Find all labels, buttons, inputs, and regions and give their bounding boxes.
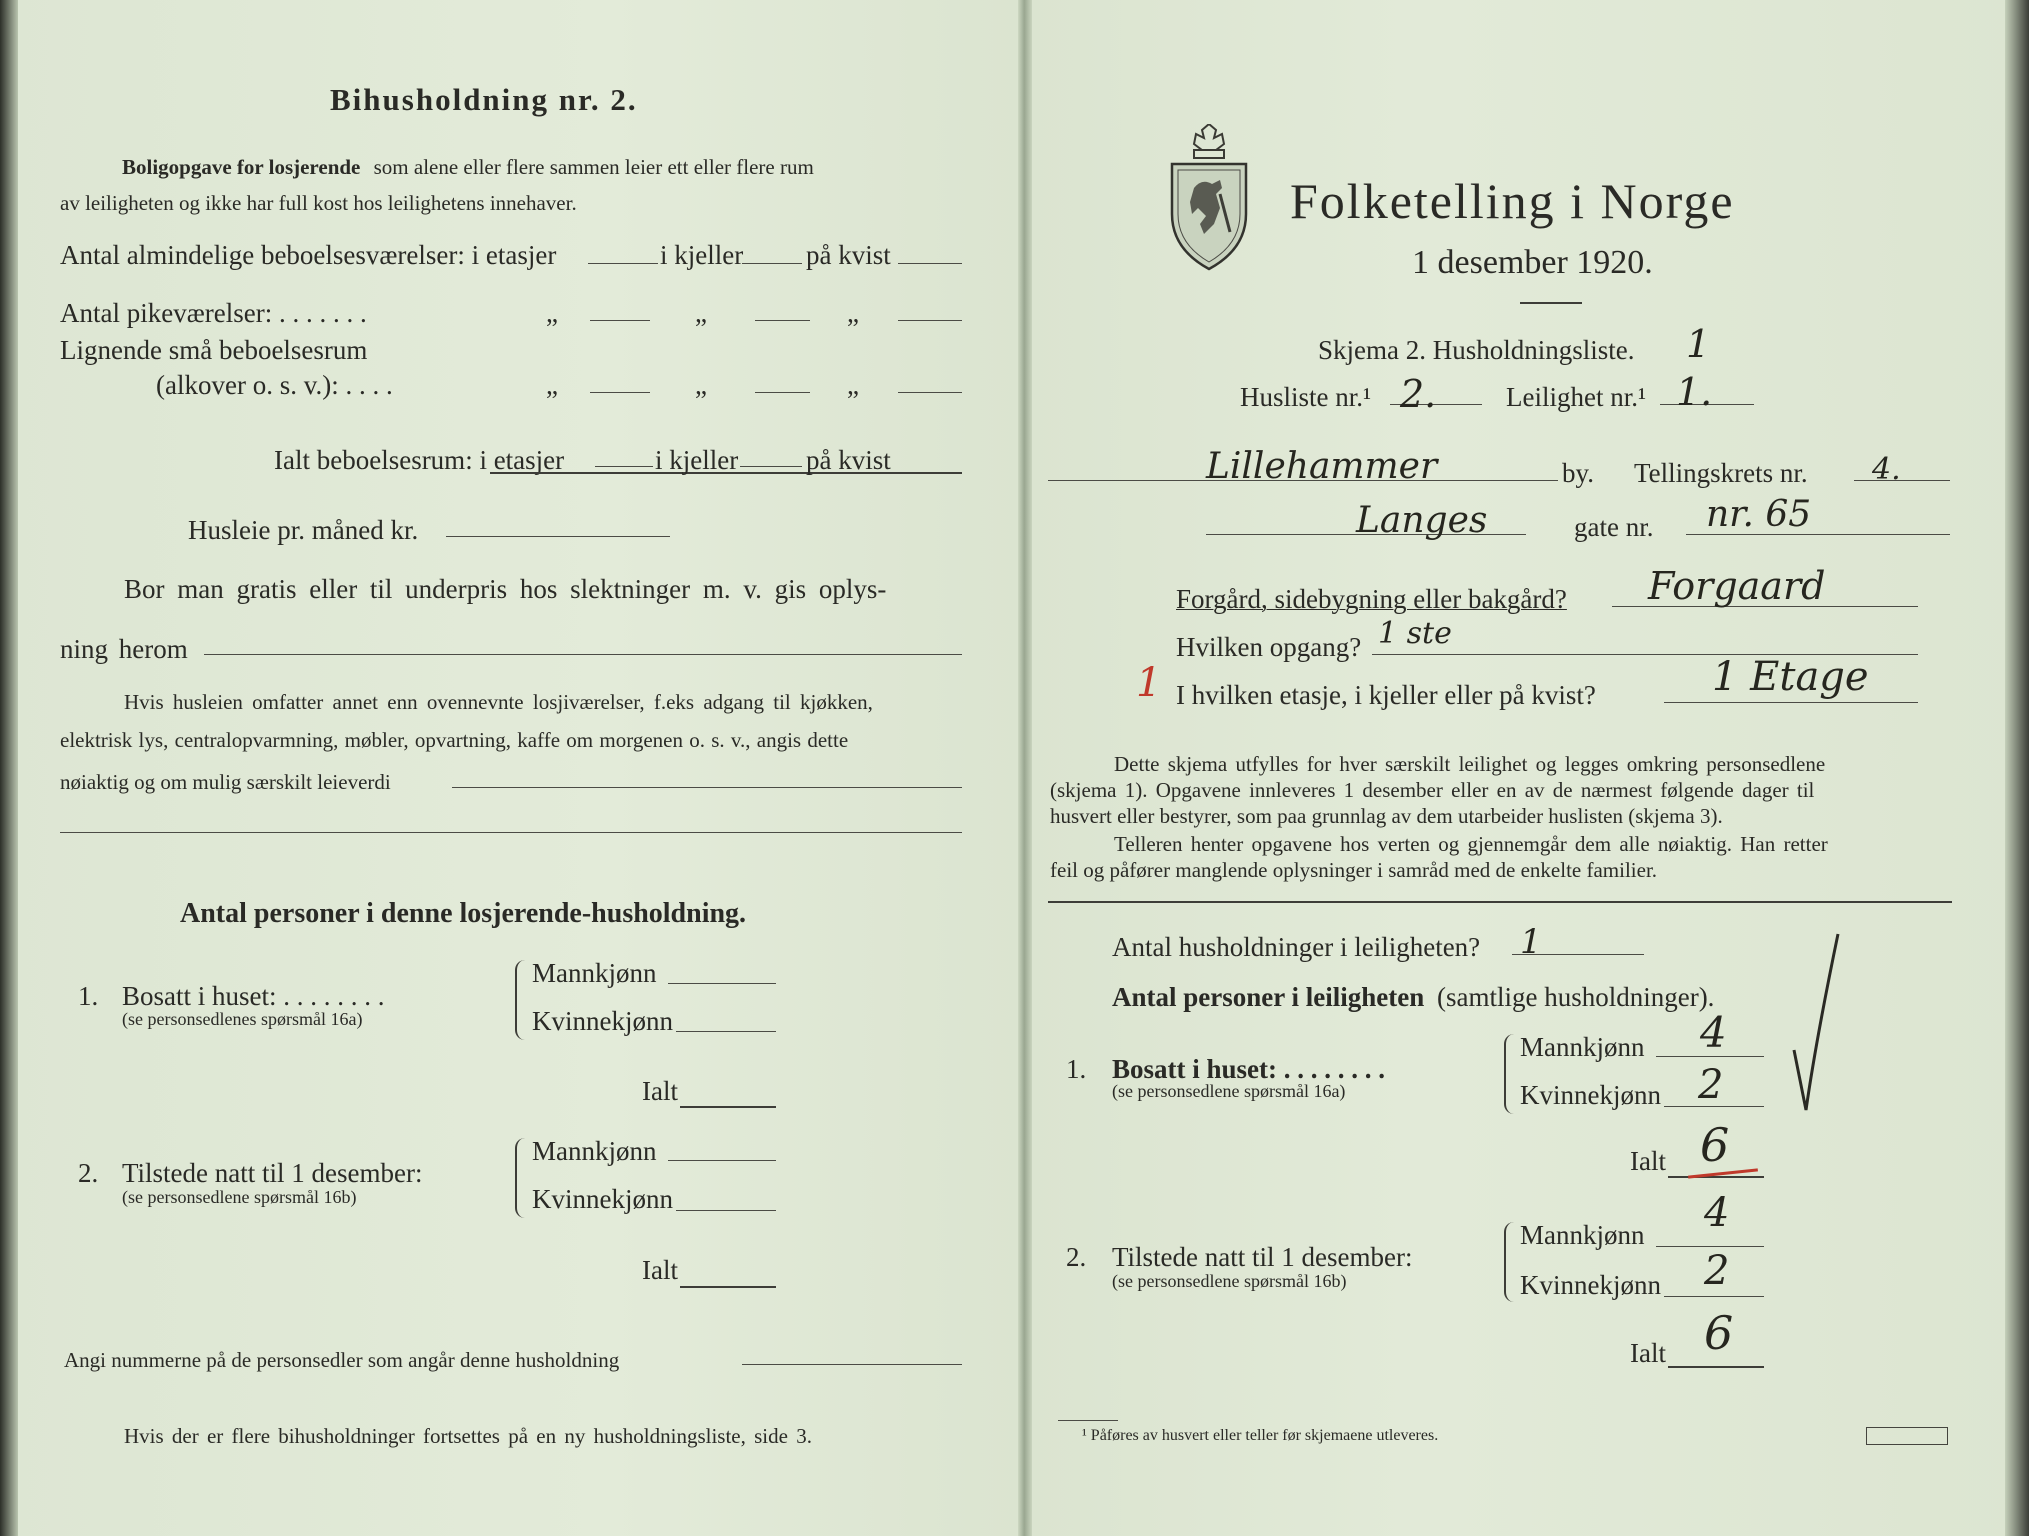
- left-item1-sub: (se personsedlenes spørsmål 16a): [122, 1009, 363, 1029]
- left-item2-kvinne-field[interactable]: [676, 1210, 776, 1211]
- census-date: 1 desember 1920.: [1412, 244, 1653, 281]
- alkover-field-3[interactable]: [898, 392, 962, 393]
- right-item2-kvinne: Kvinnekjønn: [1520, 1270, 1661, 1300]
- ialt-rooms-label: Ialt beboelsesrum: i etasjer: [274, 445, 565, 475]
- ialt-kjeller-field[interactable]: [740, 466, 802, 467]
- instr-line-5: feil og påfører manglende oplysninger i samråd med de enkelte familier.: [1050, 858, 1658, 882]
- hvis-line-1: Hvis husleien omfatter annet enn ovennevnte losjiværelser, f.eks adgang til kjøkken,: [124, 690, 873, 714]
- left-item2-num: 2.: [78, 1158, 99, 1188]
- pike-field-3[interactable]: [898, 320, 962, 321]
- right-item2-brace: [1504, 1222, 1518, 1302]
- pike-field-1[interactable]: [590, 320, 650, 321]
- leieverdi-field[interactable]: [452, 787, 962, 788]
- left-item1-kvinne-field[interactable]: [676, 1031, 776, 1032]
- left-item2-mann-field[interactable]: [668, 1160, 776, 1161]
- right-bosatt-ialt-value: 6: [1700, 1118, 1730, 1172]
- right-item1-ialt: Ialt: [1630, 1146, 1666, 1176]
- left-item1-mann: Mannkjønn: [532, 958, 657, 988]
- right-item1-sub: (se personsedlene spørsmål 16a): [1112, 1081, 1346, 1101]
- footnote: ¹ Påføres av husvert eller teller før skjemaene utleveres.: [1082, 1427, 1439, 1444]
- right-tilstede-kvinne-value: 2: [1704, 1248, 1730, 1294]
- left-item1-ialt: Ialt: [642, 1076, 678, 1106]
- left-item2-kvinne: Kvinnekjønn: [532, 1184, 673, 1214]
- pike-ditto-3: „: [847, 298, 859, 328]
- right-item2-kvinne-field[interactable]: [1664, 1296, 1764, 1297]
- right-item2-label: Tilstede natt til 1 desember:: [1112, 1242, 1413, 1272]
- right-item1-kvinne: Kvinnekjønn: [1520, 1080, 1661, 1110]
- left-item1-ialt-field[interactable]: [680, 1106, 776, 1108]
- antal-hush-label: Antal husholdninger i leiligheten?: [1112, 932, 1481, 962]
- alkover-ditto-1: „: [546, 370, 558, 400]
- pike-field-2[interactable]: [755, 320, 810, 321]
- gate-value: nr. 65: [1706, 494, 1812, 535]
- ialt-etasjer-field[interactable]: [595, 466, 653, 467]
- street-value: Langes: [1356, 500, 1488, 541]
- footnote-rule: [1058, 1420, 1118, 1421]
- husliste-label: Husliste nr.¹: [1240, 382, 1372, 412]
- rooms-kvist-label: på kvist: [806, 240, 891, 270]
- pike-label: Antal pikeværelser: . . . . . . .: [60, 298, 367, 328]
- by-value: Lillehammer: [1206, 446, 1438, 487]
- alkover-ditto-2: „: [695, 370, 707, 400]
- center-fold: [1018, 0, 1032, 1536]
- gratis-line-2: ning herom: [60, 634, 188, 664]
- right-bosatt-kvinne-value: 2: [1698, 1062, 1724, 1108]
- left-item1-mann-field[interactable]: [668, 983, 776, 984]
- intro-line-2: av leiligheten og ikke har full kost hos leilighetens innehaver.: [60, 191, 577, 215]
- instr-line-4: Telleren henter opgavene hos verten og gjennemgår dem alle nøiaktig. Han retter: [1114, 832, 1828, 856]
- angi-field[interactable]: [742, 1364, 962, 1365]
- left-item2-sub: (se personsedlene spørsmål 16b): [122, 1187, 357, 1207]
- left-item2-mann: Mannkjønn: [532, 1136, 657, 1166]
- right-item2-mann-field[interactable]: [1656, 1246, 1764, 1247]
- intro-rest: som alene eller flere sammen leier ett eller flere rum: [373, 155, 814, 179]
- forgaard-label: Forgård, sidebygning eller bakgård?: [1176, 584, 1567, 614]
- check-mark-icon: [1786, 930, 1846, 1120]
- left-title: Bihusholdning nr. 2.: [330, 82, 638, 117]
- left-item1-brace: [515, 960, 529, 1040]
- gratis-field[interactable]: [204, 654, 962, 655]
- leilighet-label: Leilighet nr.¹: [1506, 382, 1647, 412]
- right-tilstede-mann-value: 4: [1704, 1190, 1730, 1236]
- intro-bold: Boligopgave for losjerende: [122, 155, 361, 179]
- right-tilstede-ialt-value: 6: [1704, 1306, 1734, 1360]
- norway-coat-of-arms-icon: [1164, 124, 1254, 274]
- alkover-label: (alkover o. s. v.): . . . .: [156, 370, 393, 400]
- gratis-line-1: Bor man gratis eller til underpris hos slektninger m. v. gis oplys-: [124, 574, 887, 604]
- etasje-field[interactable]: [1664, 702, 1918, 703]
- lignende-label: Lignende små beboelsesrum: [60, 335, 368, 365]
- forgaard-value: Forgaard: [1648, 564, 1826, 608]
- printer-stamp-icon: [1866, 1427, 1948, 1445]
- hvis-line-3: nøiaktig og om mulig særskilt leieverdi: [60, 770, 391, 794]
- rooms-kvist-field[interactable]: [898, 263, 962, 264]
- right-title: Folketelling i Norge: [1290, 173, 1735, 229]
- alkover-field-2[interactable]: [755, 392, 810, 393]
- instr-line-2: (skjema 1). Opgavene innleveres 1 desember eller en av de nærmest følgende dager til: [1050, 778, 1815, 802]
- leilighet-value: 1.: [1676, 370, 1713, 414]
- antal-hush-value: 1: [1520, 922, 1542, 962]
- rooms-etasjer-field[interactable]: [588, 263, 658, 264]
- right-item2-num: 2.: [1066, 1242, 1087, 1272]
- right-item2-ialt-field[interactable]: [1668, 1366, 1764, 1368]
- title-divider: [1520, 302, 1582, 304]
- left-item1-kvinne: Kvinnekjønn: [532, 1006, 673, 1036]
- etasje-value: 1 Etage: [1712, 654, 1869, 700]
- instr-divider: [1048, 901, 1952, 903]
- right-persons-heading-rest: (samtlige husholdninger).: [1436, 982, 1715, 1012]
- right-item2-sub: (se personsedlene spørsmål 16b): [1112, 1271, 1347, 1291]
- left-footer: Hvis der er flere bihusholdninger fortsettes på en ny husholdningsliste, side 3.: [124, 1424, 812, 1448]
- left-item2-ialt: Ialt: [642, 1255, 678, 1285]
- left-item2-ialt-field[interactable]: [680, 1286, 776, 1288]
- page-edge-left: [0, 0, 18, 1536]
- page-edge-right: [2005, 0, 2029, 1536]
- rooms-kjeller-field[interactable]: [742, 263, 802, 264]
- etasje-margin-mark: 1: [1136, 660, 1162, 706]
- right-item1-brace: [1504, 1034, 1518, 1114]
- opgang-label: Hvilken opgang?: [1176, 632, 1362, 662]
- right-bosatt-mann-value: 4: [1700, 1008, 1727, 1057]
- right-persons-heading: [1112, 984, 1714, 1011]
- right-item2-ialt: Ialt: [1630, 1338, 1666, 1368]
- alkover-field-1[interactable]: [590, 392, 650, 393]
- left-item2-label: Tilstede natt til 1 desember:: [122, 1158, 423, 1188]
- gate-label: gate nr.: [1574, 512, 1654, 542]
- instr-line-1: Dette skjema utfylles for hver særskilt leilighet og legges omkring personsedlene: [1114, 752, 1826, 776]
- left-persons-heading: Antal personer i denne losjerende-husholdning.: [180, 898, 747, 929]
- extra-line[interactable]: [60, 832, 962, 833]
- husliste-value: 2.: [1400, 372, 1437, 416]
- angi-label: Angi nummerne på de personsedler som angår denne husholdning: [64, 1348, 620, 1372]
- left-item1-num: 1.: [78, 981, 99, 1011]
- tellingskrets-value: 4.: [1872, 452, 1901, 487]
- skjema-handwritten: 1: [1686, 322, 1711, 366]
- tellingskrets-field[interactable]: [1854, 480, 1950, 481]
- etasje-label: I hvilken etasje, i kjeller eller på kvist?: [1176, 680, 1596, 710]
- right-item1-ialt-field[interactable]: [1668, 1176, 1764, 1178]
- left-item2-brace: [515, 1138, 529, 1218]
- left-item1-label: Bosatt i huset: . . . . . . . .: [122, 981, 385, 1011]
- husleie-label: Husleie pr. måned kr.: [188, 515, 419, 545]
- rooms-label: Antal almindelige beboelsesværelser: i etasjer: [60, 240, 557, 270]
- husleie-field[interactable]: [446, 536, 670, 537]
- rooms-kjeller-label: i kjeller: [660, 240, 744, 270]
- pike-ditto-1: „: [546, 298, 558, 328]
- right-item1-num: 1.: [1066, 1054, 1087, 1084]
- ialt-kjeller-label: i kjeller: [655, 445, 739, 475]
- right-item1-mann: Mannkjønn: [1520, 1032, 1645, 1062]
- intro-line-1: [122, 157, 962, 178]
- right-persons-heading-bold: Antal personer i leiligheten: [1112, 982, 1425, 1012]
- hvis-line-2: elektrisk lys, centralopvarmning, møbler, opvartning, kaffe om morgenen o. s. v., angis dette: [60, 728, 849, 752]
- right-item1-label: Bosatt i huset: . . . . . . . .: [1112, 1054, 1386, 1084]
- right-item2-mann: Mannkjønn: [1520, 1220, 1645, 1250]
- opgang-value: 1 ste: [1378, 616, 1452, 651]
- pike-ditto-2: „: [695, 298, 707, 328]
- ialt-kvist-label: på kvist: [806, 445, 891, 475]
- skjema-label: Skjema 2. Husholdningsliste.: [1318, 335, 1635, 365]
- instr-line-3: husvert eller bestyrer, som paa grunnlag av dem utarbeider huslisten (skjema 3).: [1050, 804, 1723, 828]
- by-label: by.: [1562, 458, 1594, 488]
- tellingskrets-label: Tellingskrets nr.: [1634, 458, 1808, 488]
- alkover-ditto-3: „: [847, 370, 859, 400]
